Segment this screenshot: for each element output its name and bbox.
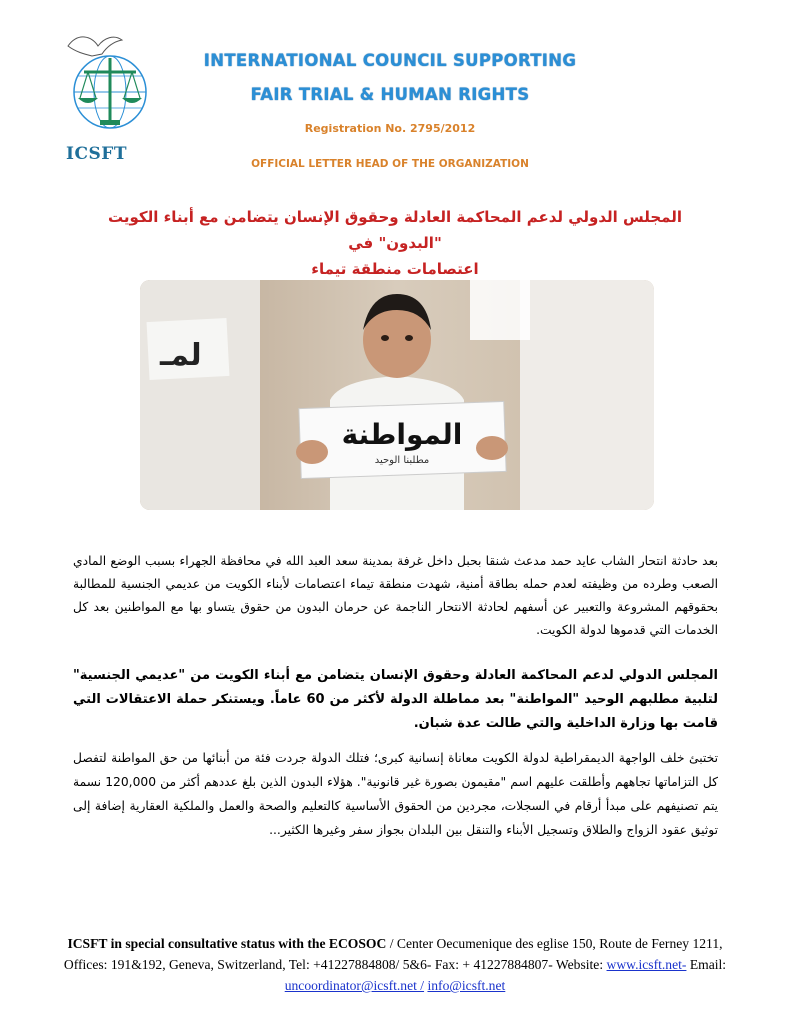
article-title	[80, 204, 710, 282]
logo-acronym: ICSFT	[66, 144, 127, 164]
org-name-line1: INTERNATIONAL COUNCIL SUPPORTING	[203, 51, 577, 70]
footer-email-label: Email:	[686, 957, 727, 972]
protest-sign-text: المواطنة	[341, 418, 463, 451]
dove-scales-globe-icon	[48, 26, 160, 138]
email-link-info[interactable]: info@icsft.net	[427, 978, 506, 993]
article-title-line1: المجلس الدولي لدعم المحاكمة العادلة وحقوق الإنسان يتضامن مع أبناء الكويت "البدون" في	[108, 208, 682, 252]
organization-logo	[48, 26, 160, 166]
protest-sign-subtext: مطلبنا الوحيد	[374, 455, 430, 466]
protest-sign	[299, 401, 506, 478]
svg-text:لمـ: لمـ	[160, 338, 202, 373]
footer-status: ICSFT in special consultative status with the ECOSOC	[67, 936, 387, 951]
email-link-coordinator[interactable]: uncoordinator@icsft.net /	[284, 978, 425, 993]
org-name-line2: FAIR TRIAL & HUMAN RIGHTS	[250, 85, 530, 104]
registration-number: Registration No. 2795/2012	[304, 122, 476, 135]
article-paragraph-2: المجلس الدولي لدعم المحاكمة العادلة وحقوق الإنسان يتضامن مع أبناء الكويت من "عديمي الجنسية" لتلبية مطلبهم الوحيد "المواطنة" بعد مماطلة الدولة لأكثر من 60 عاماً. ويستنكر حملة الاعتقالات التي قامت بها وزارة الداخلية والتي طالت عدة شبان.	[73, 668, 718, 731]
article-photo	[140, 280, 654, 510]
article-paragraph-1: بعد حادثة انتحار الشاب عايد حمد مدعث شنقا بحبل داخل غرفة بمدينة سعد العبد الله في محافظة الجهراء بسبب الوضع المادي الصعب وطرده من وظيفته لعدم حمله بطاقة أمنية، شهدت منطقة تيماء اعتصامات لأبناء الكويت من عديمي الجنسية للمطالبة بحقوقهم المشروعة والتعبير عن أسفهم لحادثة الانتحار الناجمة عن حرمان البدون من حقوق يتساو بها مع المواطنين بعد كل الخدمات التي قدموها لدولة الكويت.	[73, 554, 718, 637]
article-title-line2: اعتصامات منطقة تيماء	[311, 260, 479, 278]
footer	[60, 933, 730, 996]
footer-address: / Center Oecumenique des eglise 150, Route de Ferney 1211, Offices: 191&192, Geneva, Switzerland, Tel: +41227884808/ 5&6- Fax: + 41227884807- Website:	[63, 936, 723, 972]
website-link[interactable]: www.icsft.net-	[606, 957, 687, 972]
article-paragraph-3: تختبئ خلف الواجهة الديمقراطية لدولة الكويت معاناة إنسانية كبرى؛ فتلك الدولة جردت فئة من أبنائها من حق المواطنة لتفصل كل التزاماتها تجاههم وأطلقت عليهم اسم "مقيمون بصورة غير قانونية". هؤلاء البدون الذين بلغ عددهم أكثر من 120,000 نسمة يتم تصنيفهم على مبدأ أرقام في السجلات، مجردين من الحقوق الأساسية كالتعليم والصحة والعمل والملكية العقارية إضافة إلى توثيق عقود الزواج والطلاق وتسجيل الأبناء والتنقل بين البلدان بجواز سفر وغيرها الكثير...	[73, 751, 718, 837]
letterhead-caption: OFFICIAL LETTER HEAD OF THE ORGANIZATION	[251, 158, 529, 170]
